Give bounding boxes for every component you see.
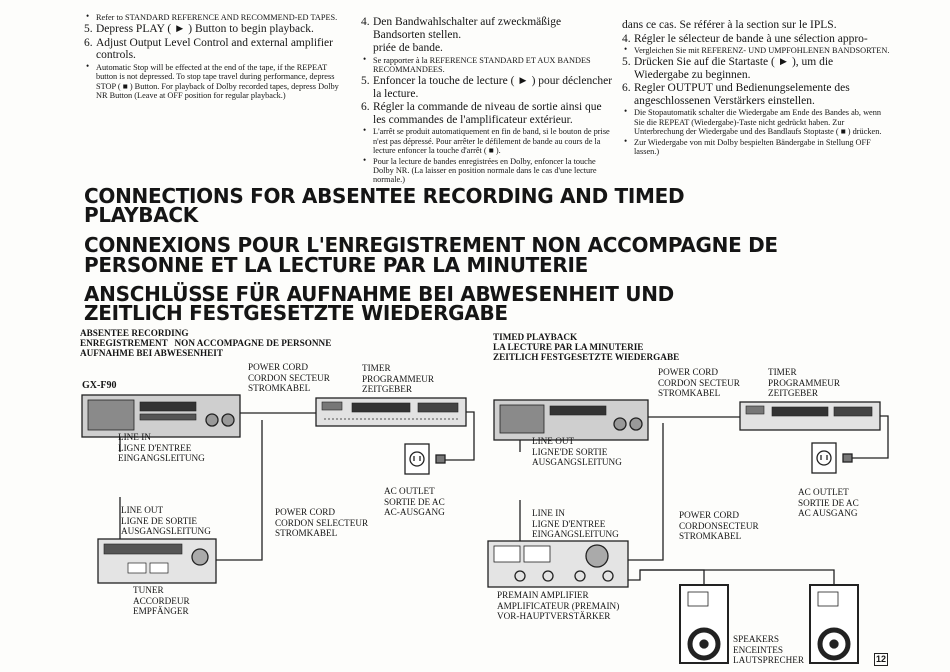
left-timer-label: TIMER PROGRAMMEUR ZEITGEBER <box>362 363 434 394</box>
french-step-4: 4. Régler le sélecteur de bande à une sélection appro- <box>622 32 868 45</box>
timed-playback-section-title: TIMED PLAYBACK LA LECTURE PAR LA MINUTERIE ZEITLICH FESTGESETZTE WIEDERGABE <box>493 332 680 362</box>
speaker-left <box>680 585 728 663</box>
left-power-cord-label: POWER CORD CORDON SECTEUR STROMKABEL <box>248 362 330 393</box>
english-bullet-auto-stop: • Automatic Stop will be effected at the end of the tape, if the REPEAT button is not depressed. To stop tape travel during performance, depress STOP ( ■ ) Button. For playback of Dolby recorded tapes, depress Dolby NR Button (Leave at OFF position for regular playback.) <box>84 63 342 101</box>
english-bullet-tape-reference: • Refer to STANDARD REFERENCE AND RECOMMEND-ED TAPES. <box>84 13 342 22</box>
cassette-deck-left <box>82 395 240 437</box>
right-line-out-label: LINE OUT LIGNE'DE SORTIE AUSGANGSLEITUNG <box>532 436 622 467</box>
french-bullet-tape-reference: • Se rapporter à la REFERENCE STANDARD ET AUX BANDES RECOMMANDEES. <box>361 56 613 75</box>
page-number: 12 <box>876 654 887 664</box>
heading-english-line2: PLAYBACK <box>84 203 198 227</box>
heading-french-line1: CONNEXIONS POUR L'ENREGISTREMENT NON ACCOMPAGNE DE <box>84 233 778 257</box>
ac-outlet-right <box>812 443 852 473</box>
speakers-label: SPEAKERS ENCEINTES LAUTSPRECHER <box>733 634 804 665</box>
german-step-4-continued: 4. Den Bandwahlschalter auf zweckmäßige Bandsorten stellen. <box>361 16 562 41</box>
german-bullet-tape-reference: • Vergleichen Sie mit REFERENZ- UND UMPFOHLENEN BANDSORTEN. <box>622 46 890 55</box>
tuner-left <box>98 539 216 583</box>
right-speaker-wire-left <box>628 570 704 585</box>
french-step-6: 6. Régler la commande de niveau de sortie ainsi que les commandes de l'amplificateur extérieur. <box>361 101 602 126</box>
right-amp-power-line <box>628 423 663 560</box>
german-bullet-auto-stop: • Die Stopautomatik schalter die Wiedergabe am Ende des Bandes ab, wenn Sie die REPEAT (Wiedergabe)-Taste nicht gedrückt haben. Zur Unterbrechung der Wiedergabe und des Bandlaufs Stoptaste ( ■ ) drücken. <box>622 108 890 136</box>
heading-french-line2: PERSONNE ET LA LECTURE PAR LA MINUTERIE <box>84 253 588 277</box>
english-step-5: 5. Depress PLAY ( ► ) Button to begin playback. <box>84 23 314 36</box>
german-bullet-dolby: • Zur Wiedergabe von mit Dolby bespielten Bändergabe in Stellung OFF lassen.) <box>622 138 890 157</box>
english-step-6: 6. Adjust Output Level Control and external amplifier controls. <box>84 36 333 62</box>
left-line-in-label: LINE IN LIGNE D'ENTREE EINGANGSLEITUNG <box>118 432 205 463</box>
premain-amplifier-label: PREMAIN AMPLIFIER AMPLIFICATEUR (PREMAIN) VOR-HAUPTVERSTÄRKER <box>497 590 620 621</box>
heading-german-line2: ZEITLICH FESTGESETZTE WIEDERGABE <box>84 301 508 325</box>
left-ac-outlet-label: AC OUTLET SORTIE DE AC AC-AUSGANG <box>384 486 445 517</box>
timer-right <box>740 402 880 430</box>
french-step-5: 5. Enfoncer la touche de lecture ( ► ) pour déclencher la lecture. <box>361 75 613 100</box>
right-ac-outlet-label: AC OUTLET SORTIE DE AC AC AUSGANG <box>798 487 859 518</box>
tuner-label: TUNER ACCORDEUR EMPFÄNGER <box>133 585 190 616</box>
german-step-6: 6. Regler OUTPUT und Bedienungselemente des angeschlossenen Verstärkers einstellen. <box>622 82 850 107</box>
french-step-4-end: priée de bande. <box>373 42 443 54</box>
german-step-5: 5. Drücken Sie auf die Startaste ( ► ), um die Wiedergabe zu beginnen. <box>622 56 834 81</box>
french-bullet-dolby: • Pour la lecture de bandes enregistrées en Dolby, enfoncer la touche Dolby NR. (La laisser en position normale dans le cas d'une lecture normale.) <box>361 157 613 185</box>
heading-german-line1: ANSCHLÜSSE FÜR AUFNAHME BEI ABWESENHEIT UND <box>84 282 674 306</box>
timer-left <box>316 398 466 426</box>
right-power-cord-label: POWER CORD CORDON SECTEUR STROMKABEL <box>658 367 740 398</box>
right-timer-label: TIMER PROGRAMMEUR ZEITGEBER <box>768 367 840 398</box>
cassette-deck-right <box>494 400 648 440</box>
left-tuner-power-line <box>216 420 262 560</box>
ac-outlet-left <box>405 444 445 474</box>
french-bullet-auto-stop: • L'arrêt se produit automatiquement en fin de band, si le bouton de prise n'est pas dépressé. Pour arrêter le défilement de bande au cours de la lecture enfoncer la touche d'arrêt ( ■ ). <box>361 127 613 155</box>
left-power-cord-2-label: POWER CORD CORDON SELECTEUR STROMKABEL <box>275 507 369 538</box>
absentee-recording-section-title: ABSENTEE RECORDING ENREGISTREMENT NON ACCOMPAGNE DE PERSONNE AUFNAHME BEI ABWESENHEIT <box>80 328 332 358</box>
right-speaker-wire-right <box>640 570 834 585</box>
premain-amplifier <box>488 541 628 587</box>
speaker-right <box>810 585 858 663</box>
left-line-out-label: LINE OUT LIGNE DE SORTIE AUSGANGSLEITUNG <box>121 505 211 536</box>
heading-english-line1: CONNECTIONS FOR ABSENTEE RECORDING AND TIMED <box>84 184 685 208</box>
model-label: GX-F90 <box>82 380 117 391</box>
right-power-cord-2-label: POWER CORD CORDONSECTEUR STROMKABEL <box>679 510 759 541</box>
french-ipls-note: dans ce cas. Se référer à la section sur le IPLS. <box>622 19 837 31</box>
right-line-in-label: LINE IN LIGNE D'ENTREE EINGANGSLEITUNG <box>532 508 619 539</box>
